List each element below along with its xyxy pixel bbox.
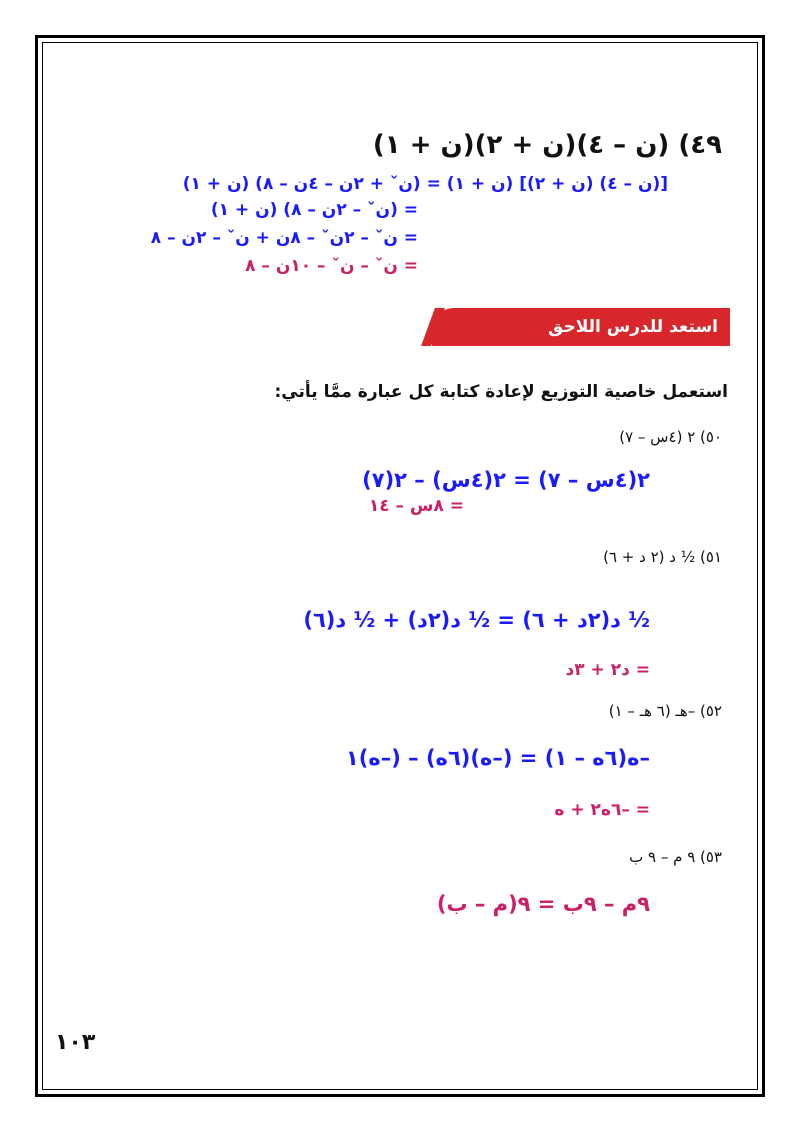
problem-51-step-2: = د٢ + ٣د [565,660,650,680]
section-instruction: استعمل خاصية التوزيع لإعادة كتابة كل عبارة ممَّا يأتي: [274,382,728,402]
problem-49-step-4: = نˇ – نˇ – ١٠ن – ٨ [245,256,418,276]
section-banner-title: استعد للدرس اللاحق [548,317,718,337]
problem-50-step-1: ٢(٤س – ٧) = ٢(٤س) – ٢(٧) [362,468,650,492]
problem-52-step-2: = –٦ه٢ + ه [554,800,650,820]
page-number: ١٠٣ [55,1030,96,1055]
problem-53-step-1: ٩م – ٩ب = ٩(م – ب) [436,892,650,916]
problem-51-statement: ٥١) ½ د (٢ د + ٦) [603,548,722,566]
problem-49-step-1: [(ن – ٤) (ن + ٢)] (ن + ١) = (نˇ + ٢ن – ٤ن – ٨) (ن + ١) [182,174,668,194]
section-banner [432,308,730,346]
problem-50-statement: ٥٠) ٢ (٤س – ٧) [619,428,722,446]
problem-49-step-3: = نˇ – ٢نˇ – ٨ن + نˇ – ٢ن – ٨ [150,228,418,248]
problem-52-statement: ٥٢) –هـ (٦ هـ – ١) [608,702,722,720]
page-border [35,35,765,1097]
problem-50-step-2: = ٨س – ١٤ [368,496,464,516]
problem-49-statement: ٤٩) (ن – ٤)(ن + ٢)(ن + ١) [372,130,722,160]
problem-51-step-1: ½ د(٢د + ٦) = ½ د(٢د) + ½ د(٦) [303,608,650,632]
problem-52-step-1: –ه(٦ه – ١) = (–ه)(٦ه) – (–ه)١ [345,746,650,770]
problem-53-statement: ٥٣) ٩ م – ٩ ب [629,848,722,866]
problem-49-step-2: = (نˇ – ٢ن – ٨) (ن + ١) [210,200,418,220]
